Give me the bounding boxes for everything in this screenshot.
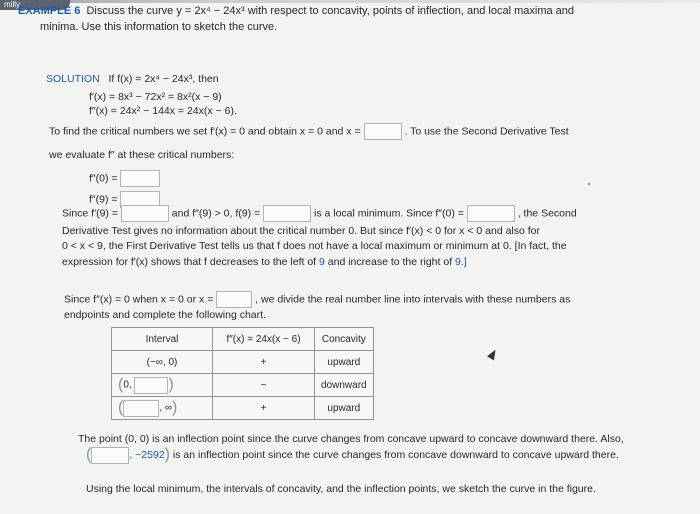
table-header-row: [112, 328, 374, 351]
example-statement: [18, 5, 574, 17]
mouse-cursor-icon: [487, 348, 499, 361]
closing-text: Using the local minimum, the intervals of concavity, and the inflection points, we sketch the curve in the figure.: [86, 483, 596, 495]
critical-number-answer-box[interactable]: [364, 123, 402, 140]
since-f-9: and f″(9) > 0, f(9) =: [171, 207, 261, 220]
decorative-dot: [588, 183, 590, 185]
since-line-1: [62, 205, 577, 222]
row3-sign: +: [213, 397, 315, 420]
concavity-table: [111, 327, 374, 420]
inflection-x-second-answer-box[interactable]: [91, 447, 129, 464]
intervals-t2: , we divide the real number line into intervals with these numbers as: [255, 293, 571, 306]
row2-interval-answer-box[interactable]: [134, 377, 168, 394]
row3-interval: ( , ∞): [112, 397, 213, 420]
top-bar: [0, 0, 700, 3]
table-row: [112, 397, 374, 420]
corner-tab: milly: [0, 0, 70, 10]
f-9-answer-box[interactable]: [263, 205, 311, 222]
row3-concavity: upward: [315, 397, 374, 420]
eval-f-double-9-label: f″(9) =: [89, 193, 118, 206]
since-line-4c: and increase to the right of: [327, 256, 453, 268]
header-concavity: Concavity: [315, 328, 374, 351]
since-f-double-0: is a local minimum. Since f″(0) =: [313, 207, 464, 220]
f-double-0-answer-box[interactable]: [120, 170, 160, 187]
inflection-line-2: ( , −2592) is an inflection point since the curve changes from concave downward to concave upward there.: [86, 446, 619, 463]
example-line-2: minima. Use this information to sketch the curve.: [40, 21, 278, 33]
row1-concavity: upward: [315, 351, 374, 374]
row2-sign: −: [213, 374, 315, 397]
eval-f-double-0: [89, 170, 160, 187]
row1-sign: +: [213, 351, 315, 374]
second-derivative: f″(x) = 24x² − 144x = 24x(x − 6).: [89, 105, 237, 117]
since-line-4b: 9: [319, 256, 325, 268]
critical-numbers-line: [49, 123, 569, 140]
critical-prefix: To find the critical numbers we set f′(x) = 0 and obtain x = 0 and x =: [49, 125, 361, 138]
intervals-line-2: endpoints and complete the following chart.: [64, 309, 266, 321]
since-line-4a: expression for f′(x) shows that f decreases to the left of: [62, 256, 317, 268]
critical-suffix: . To use the Second Derivative Test: [404, 125, 569, 138]
function-definition: If f(x) = 2x⁴ − 24x³, then: [108, 73, 219, 85]
intervals-line-1: [64, 291, 570, 308]
row3-interval-answer-box[interactable]: [123, 400, 159, 417]
row2-interval-prefix: 0,: [123, 379, 132, 391]
since-f-prime-9: Since f′(9) =: [62, 207, 118, 220]
header-interval: Interval: [112, 328, 213, 351]
example-label: EXAMPLE 6: [18, 5, 81, 17]
eval-f-double-0-label: f″(0) =: [89, 172, 118, 185]
row2-concavity: downward: [315, 374, 374, 397]
inflection-line-1: The point (0, 0) is an inflection point since the curve changes from concave upward to concave downward there. Also,: [78, 433, 624, 445]
row1-interval: (−∞, 0): [112, 351, 213, 374]
inflection-y-value: , −2592: [129, 448, 165, 461]
example-line-1: Discuss the curve y = 2x⁴ − 24x³ with respect to concavity, points of inflection, and local maxima and: [86, 5, 575, 17]
evaluate-line: we evaluate f″ at these critical numbers:: [49, 149, 235, 161]
intervals-t1: Since f″(x) = 0 when x = 0 or x =: [64, 293, 214, 306]
f-prime-9-answer-box[interactable]: [121, 205, 169, 222]
first-derivative: f′(x) = 8x³ − 72x² = 8x²(x − 9): [89, 91, 222, 103]
inflection-x-answer-box[interactable]: [216, 291, 252, 308]
since-line-2: Derivative Test gives no information about the critical number 0. But since f′(x) < 0 for x < 0 and also for: [62, 225, 541, 237]
since-line-4: [62, 256, 467, 268]
solution-label: SOLUTION: [46, 73, 100, 85]
header-f-double: f″(x) = 24x(x − 6): [213, 328, 315, 351]
since-line-4d: 9.]: [455, 256, 467, 268]
row3-interval-suffix: , ∞: [159, 402, 173, 414]
since-second: , the Second: [517, 207, 577, 220]
f-double-0-second-answer-box[interactable]: [467, 205, 515, 222]
table-row: [112, 374, 374, 397]
since-line-3: 0 < x < 9, the First Derivative Test tells us that f does not have a local maximum or minimum at 0. [In fact, the: [62, 240, 567, 252]
table-row: [112, 351, 374, 374]
inflection-line-2-text: is an inflection point since the curve changes from concave downward to concave upward there.: [172, 448, 619, 461]
solution-line-1: [46, 73, 219, 85]
row2-interval: (0, ): [112, 374, 213, 397]
